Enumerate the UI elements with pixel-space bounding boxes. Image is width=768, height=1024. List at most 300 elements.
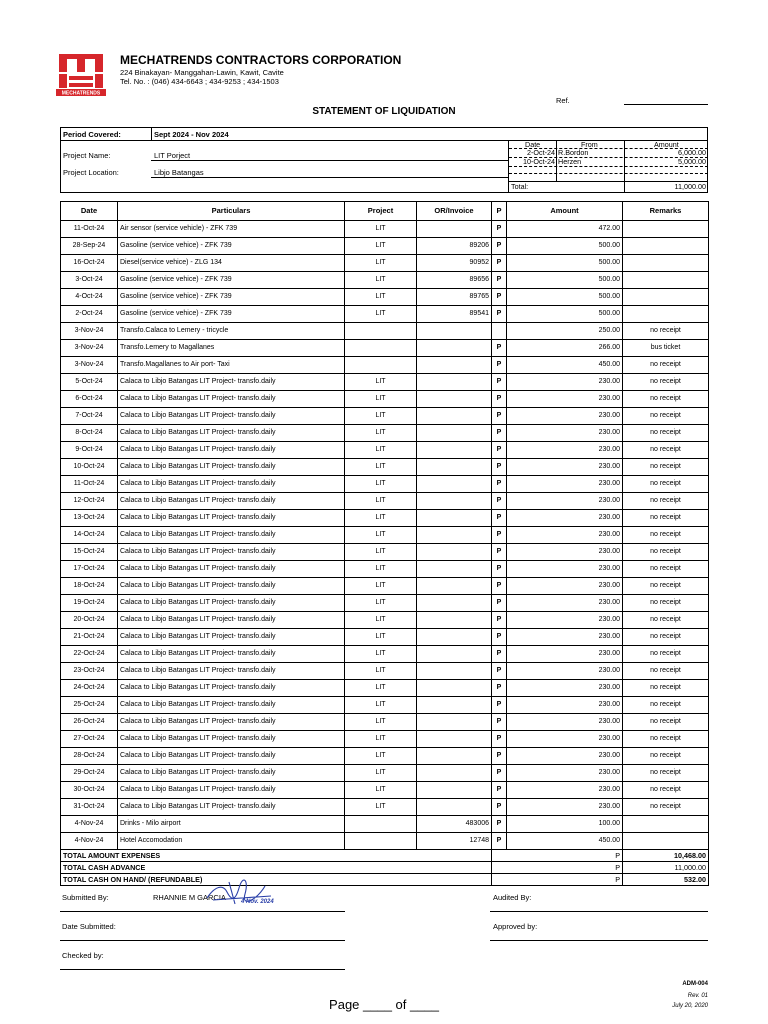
row-particulars: Calaca to Libjo Batangas LIT Project- transfo.daily <box>118 595 345 612</box>
adv-line-3 <box>509 166 708 167</box>
table-row <box>61 323 709 340</box>
table-row <box>61 459 709 476</box>
row-or-invoice <box>417 527 492 544</box>
row-date: 3-Nov-24 <box>61 357 118 374</box>
row-p: P <box>492 595 507 612</box>
row-remarks: no receipt <box>623 527 709 544</box>
row-date: 4-Nov-24 <box>61 816 118 833</box>
row-amount: 500.00 <box>507 272 623 289</box>
col-p: P <box>492 202 507 221</box>
table-row <box>61 578 709 595</box>
adv-row-2-amount: 5,000.00 <box>678 157 706 166</box>
row-remarks: no receipt <box>623 731 709 748</box>
document-title: STATEMENT OF LIQUIDATION <box>312 106 456 117</box>
row-p: P <box>492 646 507 663</box>
table-row <box>61 272 709 289</box>
row-p: P <box>492 357 507 374</box>
signature-date: 4 Nov. 2024 <box>241 899 274 905</box>
row-date: 14-Oct-24 <box>61 527 118 544</box>
ref-line <box>624 104 708 105</box>
table-row <box>61 646 709 663</box>
row-amount: 230.00 <box>507 561 623 578</box>
period-value: Sept 2024 - Nov 2024 <box>154 130 229 139</box>
total-advance-label: TOTAL CASH ADVANCE <box>61 862 492 874</box>
table-row <box>61 391 709 408</box>
row-amount: 450.00 <box>507 833 623 850</box>
row-project: LIT <box>345 374 417 391</box>
form-rev-date: July 20, 2020 <box>672 1003 708 1009</box>
table-row <box>61 663 709 680</box>
total-advance-row <box>61 862 709 874</box>
row-particulars: Air sensor (service vehicle) - ZFK 739 <box>118 221 345 238</box>
cash-advance-box <box>508 140 708 192</box>
adv-row-2-from: Herzen <box>558 157 582 166</box>
row-date: 24-Oct-24 <box>61 680 118 697</box>
project-location-value: Libjo Batangas <box>154 168 204 177</box>
table-row <box>61 442 709 459</box>
row-remarks: no receipt <box>623 765 709 782</box>
row-p: P <box>492 306 507 323</box>
row-or-invoice <box>417 612 492 629</box>
table-body <box>61 221 709 850</box>
table-row <box>61 714 709 731</box>
row-remarks: no receipt <box>623 629 709 646</box>
row-particulars: Calaca to Libjo Batangas LIT Project- transfo.daily <box>118 561 345 578</box>
row-p: P <box>492 221 507 238</box>
row-project: LIT <box>345 255 417 272</box>
adv-header-amount: Amount <box>654 140 679 149</box>
row-project: LIT <box>345 765 417 782</box>
col-remarks: Remarks <box>623 202 709 221</box>
row-remarks: no receipt <box>623 357 709 374</box>
row-date: 21-Oct-24 <box>61 629 118 646</box>
row-amount: 230.00 <box>507 425 623 442</box>
row-remarks: no receipt <box>623 748 709 765</box>
col-amount: Amount <box>507 202 623 221</box>
row-p: P <box>492 255 507 272</box>
col-project: Project <box>345 202 417 221</box>
row-date: 28-Sep-24 <box>61 238 118 255</box>
table-row <box>61 595 709 612</box>
row-project: LIT <box>345 391 417 408</box>
row-or-invoice <box>417 476 492 493</box>
row-amount: 500.00 <box>507 289 623 306</box>
col-date: Date <box>61 202 118 221</box>
approved-by-label: Approved by: <box>493 922 538 931</box>
total-expenses-p: P <box>492 850 623 862</box>
row-particulars: Calaca to Libjo Batangas LIT Project- transfo.daily <box>118 629 345 646</box>
adv-row-2-date: 10-Oct-24 <box>523 157 555 166</box>
ref-label: Ref. <box>556 96 570 105</box>
row-date: 5-Oct-24 <box>61 374 118 391</box>
row-remarks: no receipt <box>623 680 709 697</box>
row-p: P <box>492 272 507 289</box>
total-expenses-label: TOTAL AMOUNT EXPENSES <box>61 850 492 862</box>
row-project: LIT <box>345 527 417 544</box>
row-amount: 230.00 <box>507 680 623 697</box>
row-amount: 500.00 <box>507 238 623 255</box>
row-amount: 230.00 <box>507 391 623 408</box>
row-particulars: Calaca to Libjo Batangas LIT Project- transfo.daily <box>118 391 345 408</box>
row-remarks: no receipt <box>623 714 709 731</box>
project-location-label: Project Location: <box>63 168 119 177</box>
row-remarks: no receipt <box>623 561 709 578</box>
table-row <box>61 476 709 493</box>
row-particulars: Diesel(service vehice) - ZLG 134 <box>118 255 345 272</box>
row-particulars: Calaca to Libjo Batangas LIT Project- transfo.daily <box>118 646 345 663</box>
row-date: 8-Oct-24 <box>61 425 118 442</box>
row-date: 22-Oct-24 <box>61 646 118 663</box>
row-remarks: no receipt <box>623 646 709 663</box>
row-project: LIT <box>345 272 417 289</box>
row-project: LIT <box>345 748 417 765</box>
form-rev: Rev. 01 <box>687 993 708 999</box>
row-or-invoice <box>417 357 492 374</box>
row-p: P <box>492 561 507 578</box>
row-project: LIT <box>345 714 417 731</box>
row-amount: 472.00 <box>507 221 623 238</box>
row-date: 11-Oct-24 <box>61 221 118 238</box>
row-project: LIT <box>345 544 417 561</box>
row-or-invoice: 89765 <box>417 289 492 306</box>
row-or-invoice <box>417 493 492 510</box>
row-project <box>345 816 417 833</box>
row-or-invoice <box>417 544 492 561</box>
row-project: LIT <box>345 782 417 799</box>
row-remarks: no receipt <box>623 782 709 799</box>
row-particulars: Transfo.Magallanes to Air port- Taxi <box>118 357 345 374</box>
row-amount: 230.00 <box>507 697 623 714</box>
row-p: P <box>492 799 507 816</box>
audited-by-label: Audited By: <box>493 893 532 902</box>
row-project: LIT <box>345 663 417 680</box>
row-particulars: Calaca to Libjo Batangas LIT Project- transfo.daily <box>118 697 345 714</box>
row-remarks: no receipt <box>623 612 709 629</box>
row-project: LIT <box>345 680 417 697</box>
row-date: 16-Oct-24 <box>61 255 118 272</box>
date-submitted-line <box>60 940 345 941</box>
row-amount: 230.00 <box>507 629 623 646</box>
row-amount: 230.00 <box>507 544 623 561</box>
row-amount: 230.00 <box>507 476 623 493</box>
project-name-value: LIT Porject <box>154 151 191 160</box>
row-remarks <box>623 221 709 238</box>
row-remarks: no receipt <box>623 374 709 391</box>
row-particulars: Calaca to Libjo Batangas LIT Project- transfo.daily <box>118 408 345 425</box>
row-particulars: Calaca to Libjo Batangas LIT Project- transfo.daily <box>118 748 345 765</box>
row-remarks <box>623 289 709 306</box>
table-row <box>61 697 709 714</box>
row-or-invoice <box>417 748 492 765</box>
row-remarks <box>623 306 709 323</box>
row-or-invoice <box>417 799 492 816</box>
approved-by-line <box>490 940 708 941</box>
row-remarks: no receipt <box>623 493 709 510</box>
row-amount: 450.00 <box>507 357 623 374</box>
row-project: LIT <box>345 578 417 595</box>
row-or-invoice: 89541 <box>417 306 492 323</box>
row-date: 30-Oct-24 <box>61 782 118 799</box>
row-particulars: Hotel Accomodation <box>118 833 345 850</box>
row-amount: 230.00 <box>507 527 623 544</box>
row-p: P <box>492 544 507 561</box>
row-amount: 230.00 <box>507 578 623 595</box>
row-particulars: Calaca to Libjo Batangas LIT Project- transfo.daily <box>118 476 345 493</box>
row-amount: 230.00 <box>507 612 623 629</box>
row-p: P <box>492 510 507 527</box>
row-p: P <box>492 374 507 391</box>
expense-table <box>60 201 709 886</box>
row-date: 17-Oct-24 <box>61 561 118 578</box>
row-or-invoice <box>417 782 492 799</box>
row-project: LIT <box>345 442 417 459</box>
row-remarks: bus ticket <box>623 340 709 357</box>
row-date: 23-Oct-24 <box>61 663 118 680</box>
row-or-invoice: 89206 <box>417 238 492 255</box>
row-p: P <box>492 697 507 714</box>
checked-by-label: Checked by: <box>62 951 104 960</box>
row-particulars: Calaca to Libjo Batangas LIT Project- transfo.daily <box>118 374 345 391</box>
table-header-row <box>61 202 709 221</box>
row-project: LIT <box>345 459 417 476</box>
row-remarks <box>623 816 709 833</box>
row-amount: 230.00 <box>507 748 623 765</box>
total-expenses-value: 10,468.00 <box>623 850 709 862</box>
row-particulars: Gasoline (service vehice) - ZFK 739 <box>118 289 345 306</box>
table-row <box>61 680 709 697</box>
row-p: P <box>492 680 507 697</box>
row-project: LIT <box>345 629 417 646</box>
row-date: 2-Oct-24 <box>61 306 118 323</box>
row-remarks: no receipt <box>623 408 709 425</box>
row-p: P <box>492 238 507 255</box>
table-row <box>61 357 709 374</box>
table-row <box>61 544 709 561</box>
row-project: LIT <box>345 510 417 527</box>
row-or-invoice <box>417 714 492 731</box>
row-remarks: no receipt <box>623 391 709 408</box>
total-advance-p: P <box>492 862 623 874</box>
row-date: 3-Oct-24 <box>61 272 118 289</box>
company-address: 224 Binakayan- Manggahan-Lawin, Kawit, Cavite <box>120 68 284 77</box>
row-project: LIT <box>345 612 417 629</box>
table-row <box>61 799 709 816</box>
row-date: 4-Oct-24 <box>61 289 118 306</box>
row-p: P <box>492 476 507 493</box>
row-particulars: Calaca to Libjo Batangas LIT Project- transfo.daily <box>118 612 345 629</box>
row-or-invoice <box>417 391 492 408</box>
row-p: P <box>492 527 507 544</box>
row-amount: 230.00 <box>507 493 623 510</box>
row-amount: 250.00 <box>507 323 623 340</box>
row-amount: 230.00 <box>507 408 623 425</box>
row-amount: 230.00 <box>507 510 623 527</box>
row-date: 18-Oct-24 <box>61 578 118 595</box>
row-particulars: Calaca to Libjo Batangas LIT Project- transfo.daily <box>118 714 345 731</box>
row-or-invoice <box>417 629 492 646</box>
row-project: LIT <box>345 493 417 510</box>
row-or-invoice <box>417 459 492 476</box>
project-name-line <box>151 160 508 161</box>
table-row <box>61 221 709 238</box>
row-date: 28-Oct-24 <box>61 748 118 765</box>
table-row <box>61 612 709 629</box>
row-or-invoice <box>417 408 492 425</box>
row-or-invoice: 483006 <box>417 816 492 833</box>
row-remarks: no receipt <box>623 697 709 714</box>
row-or-invoice <box>417 680 492 697</box>
row-remarks: no receipt <box>623 578 709 595</box>
row-project <box>345 340 417 357</box>
audited-by-line <box>490 911 708 912</box>
table-row <box>61 816 709 833</box>
row-p: P <box>492 782 507 799</box>
totals-section <box>61 850 709 886</box>
total-expenses-row <box>61 850 709 862</box>
table-row <box>61 833 709 850</box>
row-project: LIT <box>345 306 417 323</box>
table-row <box>61 374 709 391</box>
row-particulars: Gasoline (service vehice) - ZFK 739 <box>118 272 345 289</box>
row-project <box>345 357 417 374</box>
row-or-invoice <box>417 765 492 782</box>
row-p: P <box>492 833 507 850</box>
row-date: 3-Nov-24 <box>61 323 118 340</box>
row-project: LIT <box>345 289 417 306</box>
row-p <box>492 323 507 340</box>
table-row <box>61 510 709 527</box>
row-amount: 230.00 <box>507 442 623 459</box>
table-row <box>61 425 709 442</box>
row-p: P <box>492 340 507 357</box>
row-date: 7-Oct-24 <box>61 408 118 425</box>
row-date: 26-Oct-24 <box>61 714 118 731</box>
row-or-invoice <box>417 510 492 527</box>
row-or-invoice <box>417 374 492 391</box>
table-row <box>61 527 709 544</box>
submitted-by-label: Submitted By: <box>62 893 109 902</box>
row-project: LIT <box>345 408 417 425</box>
row-amount: 230.00 <box>507 459 623 476</box>
row-particulars: Calaca to Libjo Batangas LIT Project- transfo.daily <box>118 442 345 459</box>
row-particulars: Calaca to Libjo Batangas LIT Project- transfo.daily <box>118 782 345 799</box>
row-project: LIT <box>345 595 417 612</box>
row-project: LIT <box>345 425 417 442</box>
table-row <box>61 340 709 357</box>
row-date: 4-Nov-24 <box>61 833 118 850</box>
row-or-invoice <box>417 323 492 340</box>
row-date: 20-Oct-24 <box>61 612 118 629</box>
row-remarks: no receipt <box>623 799 709 816</box>
row-remarks: no receipt <box>623 544 709 561</box>
period-divider <box>151 128 152 140</box>
row-or-invoice <box>417 697 492 714</box>
row-amount: 230.00 <box>507 663 623 680</box>
row-p: P <box>492 391 507 408</box>
total-cash-on-hand-value: 532.00 <box>623 874 709 886</box>
row-particulars: Transfo.Lemery to Magallanes <box>118 340 345 357</box>
row-project: LIT <box>345 561 417 578</box>
row-project <box>345 323 417 340</box>
row-particulars: Gasoline (service vehice) - ZFK 739 <box>118 238 345 255</box>
row-amount: 230.00 <box>507 714 623 731</box>
row-p: P <box>492 816 507 833</box>
row-date: 19-Oct-24 <box>61 595 118 612</box>
row-amount: 266.00 <box>507 340 623 357</box>
row-project: LIT <box>345 476 417 493</box>
project-location-line <box>151 177 508 178</box>
date-submitted-label: Date Submitted: <box>62 922 116 931</box>
project-info-box <box>60 127 708 193</box>
adv-row-1-from: R.Bordon <box>558 148 589 157</box>
row-remarks: no receipt <box>623 459 709 476</box>
row-date: 27-Oct-24 <box>61 731 118 748</box>
period-label: Period Covered: <box>63 130 121 139</box>
table-row <box>61 238 709 255</box>
row-p: P <box>492 459 507 476</box>
row-particulars: Calaca to Libjo Batangas LIT Project- transfo.daily <box>118 663 345 680</box>
total-advance-value: 11,000.00 <box>623 862 709 874</box>
row-remarks: no receipt <box>623 323 709 340</box>
adv-total-value: 11,000.00 <box>674 182 706 191</box>
row-remarks: no receipt <box>623 476 709 493</box>
table-row <box>61 782 709 799</box>
row-particulars: Calaca to Libjo Batangas LIT Project- transfo.daily <box>118 578 345 595</box>
row-remarks: no receipt <box>623 442 709 459</box>
row-or-invoice <box>417 442 492 459</box>
row-amount: 230.00 <box>507 646 623 663</box>
row-or-invoice: 89656 <box>417 272 492 289</box>
row-amount: 100.00 <box>507 816 623 833</box>
row-or-invoice <box>417 221 492 238</box>
total-cash-on-hand-p: P <box>492 874 623 886</box>
row-or-invoice <box>417 340 492 357</box>
row-particulars: Calaca to Libjo Batangas LIT Project- transfo.daily <box>118 799 345 816</box>
total-cash-on-hand-label: TOTAL CASH ON HAND/ (REFUNDABLE) <box>61 874 492 886</box>
row-remarks: no receipt <box>623 595 709 612</box>
table-row <box>61 748 709 765</box>
row-particulars: Calaca to Libjo Batangas LIT Project- transfo.daily <box>118 459 345 476</box>
project-name-label: Project Name: <box>63 151 111 160</box>
adv-row-1-date: 2-Oct-24 <box>527 148 555 157</box>
checked-by-line <box>60 969 345 970</box>
row-p: P <box>492 731 507 748</box>
row-or-invoice: 12748 <box>417 833 492 850</box>
row-p: P <box>492 612 507 629</box>
company-name: MECHATRENDS CONTRACTORS CORPORATION <box>120 53 402 67</box>
table-row <box>61 306 709 323</box>
row-project: LIT <box>345 731 417 748</box>
row-amount: 230.00 <box>507 595 623 612</box>
row-p: P <box>492 425 507 442</box>
row-amount: 230.00 <box>507 765 623 782</box>
row-project <box>345 833 417 850</box>
table-row <box>61 561 709 578</box>
row-p: P <box>492 289 507 306</box>
table-row <box>61 408 709 425</box>
row-amount: 230.00 <box>507 374 623 391</box>
row-particulars: Calaca to Libjo Batangas LIT Project- transfo.daily <box>118 510 345 527</box>
col-particulars: Particulars <box>118 202 345 221</box>
submitted-by-line <box>60 911 345 912</box>
row-date: 13-Oct-24 <box>61 510 118 527</box>
row-date: 11-Oct-24 <box>61 476 118 493</box>
submitted-by-name: RHANNIE M GARCIA <box>153 893 226 902</box>
row-date: 12-Oct-24 <box>61 493 118 510</box>
row-particulars: Calaca to Libjo Batangas LIT Project- transfo.daily <box>118 527 345 544</box>
row-date: 9-Oct-24 <box>61 442 118 459</box>
row-remarks <box>623 255 709 272</box>
